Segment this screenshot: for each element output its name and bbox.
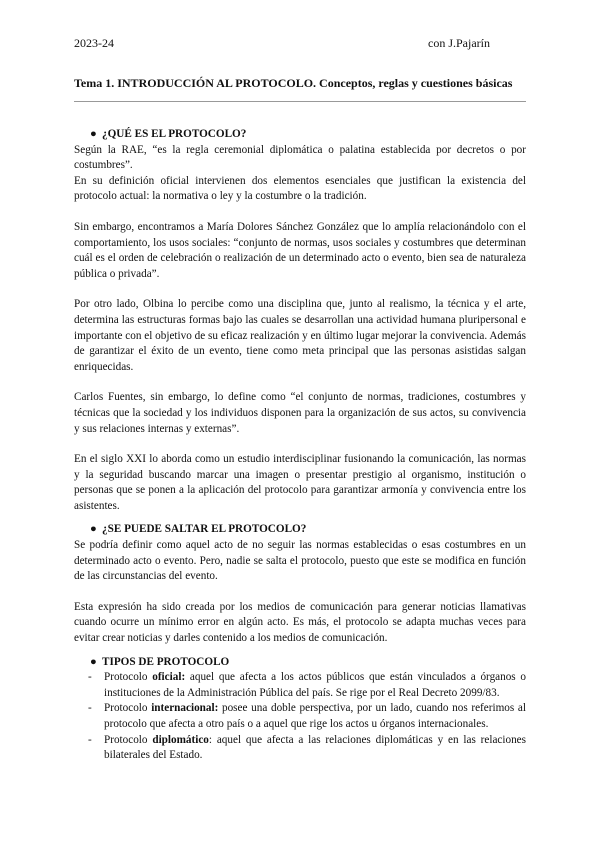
dash-icon: - <box>88 733 92 746</box>
paragraph: En el siglo XXI lo aborda como un estudio interdisciplinar fusionando la comunicación, las normas y la seguridad buscando marcar una imagen o presentar prestigio al organismo, institución o personas que se ponen a la aplicación del protocolo para garantizar armonía y convivencia entre los asistentes. <box>74 453 526 512</box>
header-year: 2023-24 <box>74 36 114 50</box>
paragraph: Por otro lado, Olbina lo percibe como una disciplina que, junto al realismo, la técnica y el arte, determina las estructuras formas bajo las cuales se desarrollan una actividad humana pluripersonal e importante con el objetivo de su eficaz realización y en último lugar mejorar la convivencia. Además de garantizar el éxito de un evento, tiene como meta principal que las personas asistidas salgan enriquecidas. <box>74 298 526 373</box>
list-item: - Protocolo internacional: posee una doble perspectiva, por un lado, cuando nos referimos al protocolo que afecta a otro país o a aquel que rige los actos u órganos internacionales. <box>88 702 526 730</box>
list-item: - Protocolo diplomático: aquel que afecta a las relaciones diplomáticas y en las relaciones bilaterales del Estado. <box>88 733 527 762</box>
paragraph: En su definición oficial intervienen dos elementos esenciales que justifican la existencia del protocolo actual: la normativa o ley y la costumbre o la tradición. <box>74 174 526 203</box>
title-divider <box>74 101 526 102</box>
paragraph: Según la RAE, “es la regla ceremonial diplomática o palatina establecida por decretos o por costumbres”. <box>74 143 526 172</box>
paragraph: Esta expresión ha sido creada por los medios de comunicación para generar noticias llamativas cuando ocurre un mínimo error en algún acto. Es más, el protocolo se adapta muchas veces para evitar crear noticias y darles contenido a los medios de comunicación. <box>74 600 526 645</box>
paragraph: Sin embargo, encontramos a María Dolores Sánchez González que lo amplía relacionándolo con el comportamiento, los usos sociales: “conjunto de normas, usos sociales y costumbres que determinan cuál es el orden de celebración o realización de un determinado acto o evento, bien sea de naturaleza pública o privada”. <box>74 220 526 280</box>
section-heading-what-is: ● ¿QUÉ ES EL PROTOCOLO? <box>74 127 526 143</box>
section-heading-types: ● TIPOS DE PROTOCOLO <box>74 655 526 671</box>
paragraph: Carlos Fuentes, sin embargo, lo define como “el conjunto de normas, tradiciones, costumbres y técnicas que la sociedad y los individuos disponen para la organización de sus actos, su convivencia y sus relaciones internas y externas”. <box>74 391 526 435</box>
dash-icon: - <box>88 702 92 715</box>
document-body <box>74 127 526 764</box>
section-heading-skip: ● ¿SE PUEDE SALTAR EL PROTOCOLO? <box>74 522 526 538</box>
document-title: Tema 1. INTRODUCCIÓN AL PROTOCOLO. Conceptos, reglas y cuestiones básicas <box>74 76 513 90</box>
paragraph: Se podría definir como aquel acto de no seguir las normas establecidas o esas costumbres en un determinado acto o evento. Pero, nadie se salta el protocolo, puesto que este se modifica en función de las circunstancias del evento. <box>74 539 526 583</box>
bullet-icon: ● <box>90 128 97 140</box>
bullet-icon: ● <box>90 523 97 536</box>
header-author: con J.Pajarín <box>428 36 490 50</box>
protocol-types-list <box>74 670 526 764</box>
dash-icon: - <box>88 671 92 684</box>
list-item: - Protocolo oficial: aquel que afecta a los actos públicos que están vinculados a órganos o instituciones de la Administración Pública del país. Se rige por el Real Decreto 2099/83. <box>88 671 526 699</box>
bullet-icon: ● <box>90 655 97 668</box>
